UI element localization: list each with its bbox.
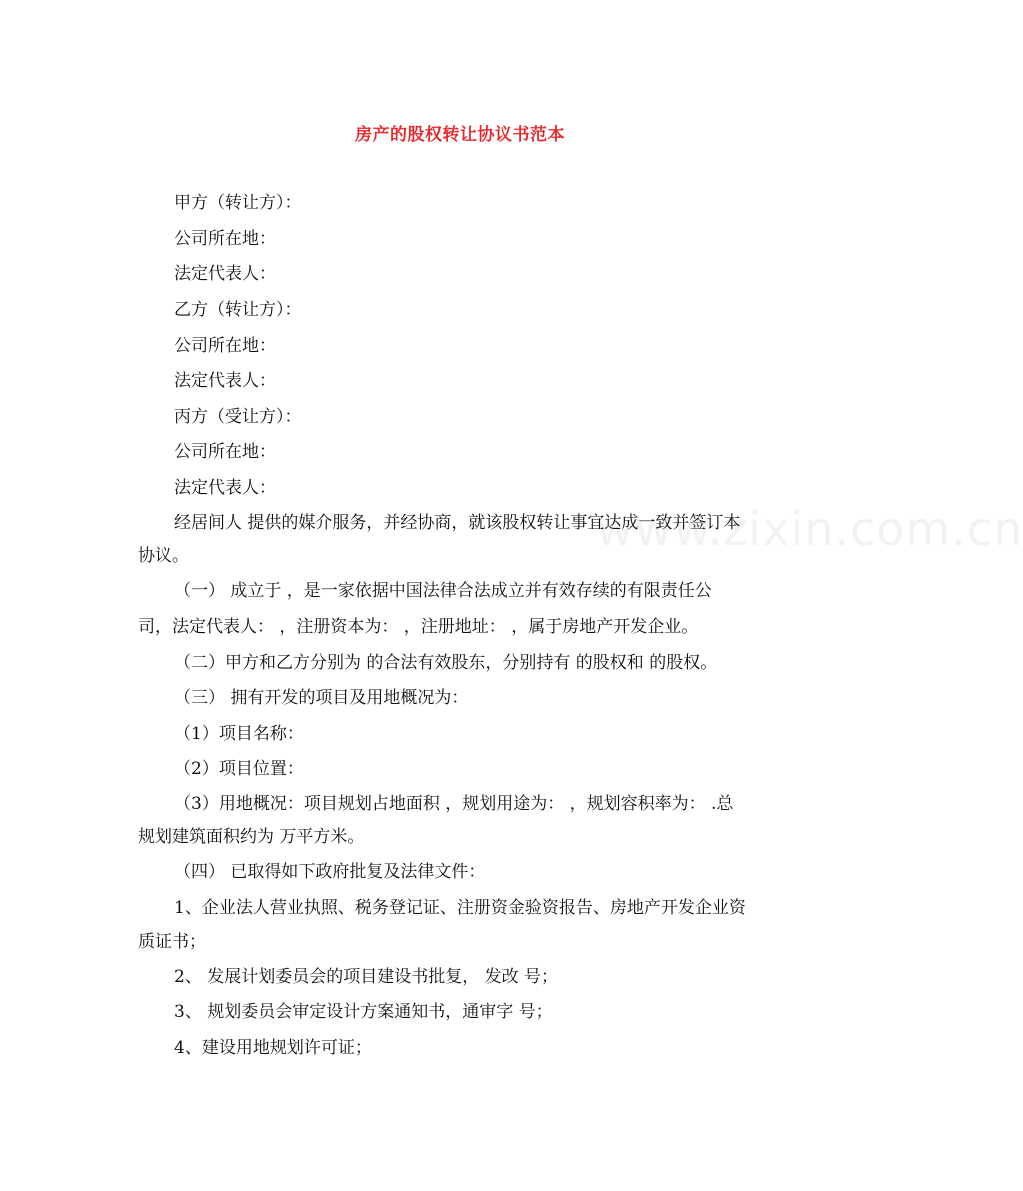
party-b-label: 乙方（转让方）：	[174, 300, 302, 320]
party-b-representative: 法定代表人：	[174, 371, 276, 391]
party-a-label: 甲方（转让方）：	[174, 193, 302, 213]
party-c-label: 丙方（受让方）：	[174, 407, 302, 427]
paragraph-intro-line1: 经居间人 提供的媒介服务，并经协商，就该股权转让事宜达成一致并签订本	[174, 513, 741, 533]
document-item-1-line1: 1、企业法人营业执照、税务登记证、注册资金验资报告、房地产开发企业资	[174, 898, 746, 918]
clause-1-line1: （一） 成立于 ，是一家依据中国法律合法成立并有效存续的有限责任公	[174, 581, 712, 601]
land-overview-line1: （3）用地概况：项目规划占地面积 ，规划用途为： ，规划容积率为： .总	[174, 794, 734, 814]
clause-2: （二）甲方和乙方分别为 的合法有效股东，分别持有 的股权和 的股权。	[174, 653, 718, 673]
party-a-representative: 法定代表人：	[174, 264, 276, 284]
document-item-1-line2: 质证书；	[138, 932, 206, 952]
document-title: 房产的股权转让协议书范本	[355, 125, 565, 145]
watermark: www.zixin.com.cn	[596, 502, 1023, 556]
party-b-address: 公司所在地：	[174, 336, 276, 356]
clause-4: （四） 已取得如下政府批复及法律文件：	[174, 862, 486, 882]
project-location: （2）项目位置：	[174, 759, 304, 779]
document-item-3: 3、 规划委员会审定设计方案通知书，通审字 号；	[174, 1002, 553, 1022]
clause-3: （三） 拥有开发的项目及用地概况为：	[174, 688, 469, 708]
party-c-address: 公司所在地：	[174, 442, 276, 462]
project-name: （1）项目名称：	[174, 724, 304, 744]
clause-1-line2: 司，法定代表人： ，注册资本为： ，注册地址： ，属于房地产开发企业。	[138, 617, 699, 637]
document-item-4: 4、建设用地规划许可证；	[174, 1038, 372, 1058]
paragraph-intro-line2: 协议。	[138, 546, 189, 566]
land-overview-line2: 规划建筑面积约为 万平方米。	[138, 827, 365, 847]
party-a-address: 公司所在地：	[174, 229, 276, 249]
party-c-representative: 法定代表人：	[174, 478, 276, 498]
document-item-2: 2、 发展计划委员会的项目建设书批复， 发改 号；	[174, 967, 559, 987]
